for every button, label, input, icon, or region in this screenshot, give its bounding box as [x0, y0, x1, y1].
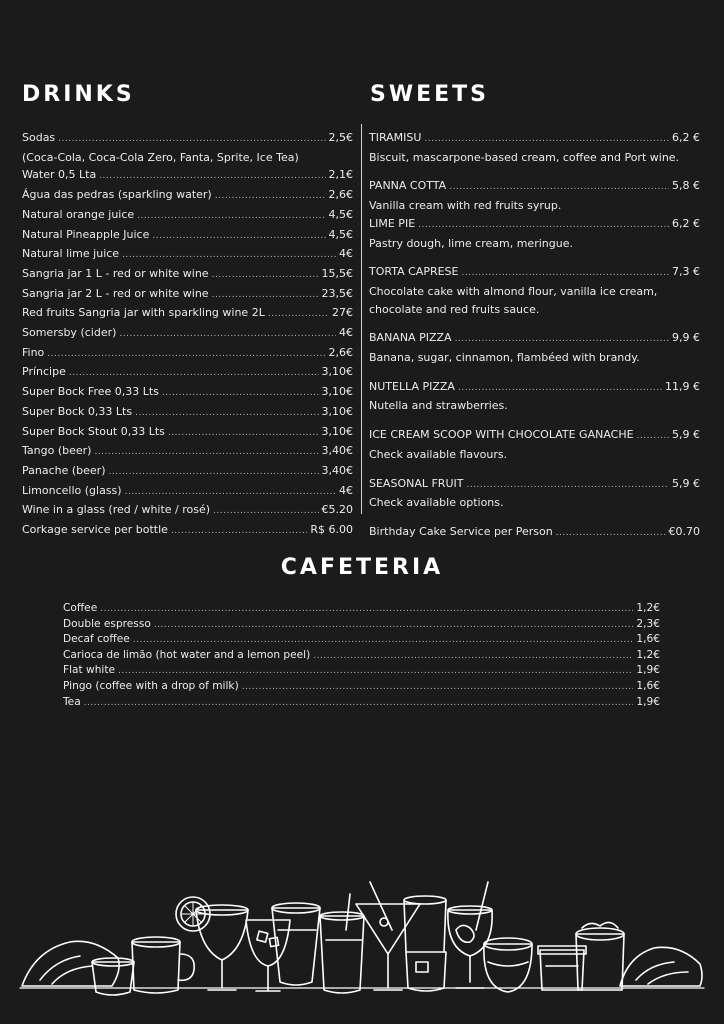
item-name: Panache (beer): [22, 463, 106, 477]
item-price: 1,9€: [636, 695, 660, 708]
item-name: Flat white: [63, 664, 116, 677]
item-name: Double espresso: [63, 617, 151, 630]
item-name: Red fruits Sangria jar with sparkling wine 2L: [22, 306, 265, 320]
drink-item: [22, 462, 353, 482]
dot-leader: [135, 405, 318, 423]
item-price: 5,9 €: [672, 428, 700, 442]
item-price: 3,10€: [321, 404, 353, 418]
sweet-item: [369, 215, 700, 252]
dot-leader: [212, 267, 319, 285]
item-price: 23,5€: [321, 286, 353, 300]
item-price: 3,40€: [321, 444, 353, 458]
item-name: BANANA PIZZA: [369, 331, 452, 345]
item-price: 1,2€: [636, 602, 660, 614]
cafeteria-heading: CAFETERIA: [280, 555, 444, 580]
item-price: 15,5€: [321, 266, 353, 280]
item-price: 3,40€: [321, 463, 353, 477]
item-name: TIRAMISU: [369, 131, 422, 144]
item-name: Sodas: [22, 131, 56, 144]
cafeteria-item: [63, 679, 660, 695]
drink-item: [22, 206, 353, 226]
item-name: ICE CREAM SCOOP WITH CHOCOLATE GANACHE: [369, 428, 634, 442]
item-price: 5,9 €: [672, 476, 700, 490]
item-price: 4€: [339, 483, 353, 497]
dot-leader: [122, 247, 336, 265]
item-price: 6,2 €: [672, 216, 700, 230]
drink-item: [22, 166, 353, 186]
item-price: 4€: [339, 326, 353, 340]
item-name: TORTA CAPRESE: [369, 265, 459, 279]
item-price: 9,9 €: [672, 331, 700, 345]
sweet-item-row: [369, 475, 700, 495]
item-price: 1,6€: [636, 633, 660, 646]
sweet-item: [369, 129, 700, 166]
dot-leader: [154, 618, 634, 633]
item-price: 5,8 €: [672, 179, 700, 193]
drink-item: [22, 304, 353, 324]
dot-leader: [152, 228, 325, 246]
item-name: Super Bock Free 0,33 Lts: [22, 385, 159, 399]
item-name: Natural orange juice: [22, 207, 135, 221]
sweet-description: Pastry dough, lime cream, meringue.: [369, 236, 573, 250]
sweet-item-row: [369, 263, 700, 283]
dot-leader: [58, 131, 325, 149]
drink-item: [22, 363, 353, 383]
dot-leader: [458, 380, 662, 398]
dot-leader: [313, 649, 633, 664]
drink-item: [22, 285, 353, 305]
dot-leader: [84, 696, 634, 711]
dot-leader: [215, 188, 326, 206]
sweet-item-row: [369, 523, 700, 543]
drink-item: [22, 423, 353, 443]
item-price: 3,10€: [321, 385, 353, 399]
sweet-item-row: [369, 129, 700, 149]
sweets-list: [369, 129, 700, 543]
item-price: 27€: [332, 306, 353, 320]
item-price: 2,5€: [328, 131, 353, 144]
sweet-description: Check available options.: [369, 496, 504, 510]
dot-leader: [242, 680, 634, 695]
dot-leader: [137, 208, 325, 226]
item-price: 2,6€: [328, 188, 353, 202]
sweet-description: Nutella and strawberries.: [369, 399, 508, 413]
item-price: 1,2€: [636, 648, 660, 661]
item-price: €5.20: [321, 503, 353, 517]
item-price: €0.70: [668, 524, 700, 538]
dot-leader: [109, 464, 319, 482]
dot-leader: [99, 168, 325, 186]
item-name: Decaf coffee: [63, 633, 130, 646]
item-name: Príncipe: [22, 365, 66, 379]
item-name: Super Bock 0,33 Lts: [22, 404, 133, 418]
item-name: PANNA COTTA: [369, 179, 447, 193]
drinks-heading: DRINKS: [22, 82, 135, 107]
item-price: 1,6€: [636, 679, 660, 692]
dot-leader: [455, 331, 669, 349]
cafeteria-item: [63, 695, 660, 711]
sweet-description: Banana, sugar, cinnamon, flambéed with brandy.: [369, 351, 640, 365]
item-name: Limoncello (glass): [22, 483, 122, 497]
item-note: (Coca-Cola, Coca-Cola Zero, Fanta, Sprite, Ice Tea): [22, 150, 299, 164]
item-name: Sangria jar 1 L - red or white wine: [22, 266, 209, 280]
item-name: Natural lime juice: [22, 247, 120, 261]
item-name: Tea: [63, 695, 81, 708]
item-price: 6,2 €: [672, 131, 700, 144]
dot-leader: [449, 179, 669, 197]
item-price: 11,9 €: [665, 379, 700, 393]
dot-leader: [119, 326, 336, 344]
sweet-item-row: [369, 215, 700, 235]
dot-leader: [461, 265, 669, 283]
cafeteria-list: [63, 601, 660, 710]
dot-leader: [118, 664, 633, 679]
dot-leader: [418, 217, 669, 235]
dot-leader: [162, 385, 319, 403]
dot-leader: [556, 525, 666, 543]
drink-item: [22, 521, 353, 541]
drinks-illustration: [0, 870, 724, 1024]
sweet-item-row: [369, 329, 700, 349]
sweet-item: [369, 426, 700, 463]
drinks-list: [22, 129, 353, 541]
sweet-item-row: [369, 378, 700, 398]
item-name: Natural Pineapple Juice: [22, 227, 150, 241]
dot-leader: [171, 523, 307, 541]
item-name: NUTELLA PIZZA: [369, 379, 455, 393]
drink-item: [22, 442, 353, 462]
dot-leader: [637, 428, 669, 446]
sweet-item: [369, 475, 700, 512]
item-price: 7,3 €: [672, 265, 700, 279]
dot-leader: [212, 287, 319, 305]
item-price: 4,5€: [328, 227, 353, 241]
sweet-description: Check available flavours.: [369, 447, 508, 461]
drink-item: [22, 482, 353, 502]
drink-item: [22, 344, 353, 364]
cafeteria-item: [63, 648, 660, 664]
item-price: 4€: [339, 247, 353, 261]
item-name: Tango (beer): [22, 444, 92, 458]
item-name: Carioca de limão (hot water and a lemon peel): [63, 648, 311, 661]
item-price: 2,3€: [636, 617, 660, 630]
dot-leader: [69, 365, 319, 383]
drink-item: [22, 186, 353, 206]
item-name: Birthday Cake Service per Person: [369, 524, 553, 538]
sweet-item-row: [369, 177, 700, 197]
item-name: Fino: [22, 345, 45, 359]
sweets-heading: SWEETS: [370, 82, 490, 107]
column-divider: [361, 124, 362, 514]
item-name: Somersby (cider): [22, 326, 117, 340]
item-price: 3,10€: [321, 365, 353, 379]
cafeteria-item: [63, 601, 660, 617]
drink-item: [22, 226, 353, 246]
sweet-description: Chocolate cake with almond flour, vanilla ice cream, chocolate and red fruits sauce.: [369, 284, 658, 316]
item-name: Super Bock Stout 0,33 Lts: [22, 424, 165, 438]
drink-item: [22, 324, 353, 344]
item-name: Wine in a glass (red / white / rosé): [22, 503, 211, 517]
dot-leader: [47, 346, 325, 364]
sweet-description: Vanilla cream with red fruits syrup.: [369, 199, 562, 213]
dot-leader: [168, 425, 319, 443]
item-name: SEASONAL FRUIT: [369, 476, 464, 490]
dot-leader: [424, 131, 669, 149]
sweet-item: [369, 378, 700, 415]
drink-item: [22, 403, 353, 423]
dot-leader: [268, 306, 329, 324]
drink-item: [22, 265, 353, 285]
item-name: Coffee: [63, 602, 98, 614]
drink-item: [22, 129, 353, 149]
sweet-item: [369, 523, 700, 543]
item-name: Água das pedras (sparkling water): [22, 188, 212, 202]
cafeteria-item: [63, 663, 660, 679]
item-name: Sangria jar 2 L - red or white wine: [22, 286, 209, 300]
sweet-description: Biscuit, mascarpone-based cream, coffee and Port wine.: [369, 150, 680, 164]
sweet-item: [369, 329, 700, 366]
sweet-item: [369, 177, 700, 214]
cafeteria-item: [63, 617, 660, 633]
item-price: 1,9€: [636, 664, 660, 677]
item-price: 2,6€: [328, 345, 353, 359]
sweet-item-row: [369, 426, 700, 446]
drink-item: [22, 501, 353, 521]
drink-item: [22, 245, 353, 265]
dot-leader: [466, 477, 669, 495]
cafeteria-item: [63, 632, 660, 648]
item-price: R$ 6.00: [310, 523, 353, 537]
item-price: 4,5€: [328, 207, 353, 221]
drink-item: [22, 383, 353, 403]
item-name: LIME PIE: [369, 216, 416, 230]
dot-leader: [125, 484, 336, 502]
item-price: 3,10€: [321, 424, 353, 438]
dot-leader: [133, 633, 634, 648]
sweet-item: [369, 263, 700, 318]
dot-leader: [100, 602, 633, 617]
dot-leader: [94, 444, 318, 462]
item-name: Water 0,5 Lta: [22, 168, 97, 182]
item-name: Pingo (coffee with a drop of milk): [63, 679, 239, 692]
item-name: Corkage service per bottle: [22, 523, 168, 537]
dot-leader: [213, 503, 318, 521]
item-price: 2,1€: [328, 168, 353, 182]
